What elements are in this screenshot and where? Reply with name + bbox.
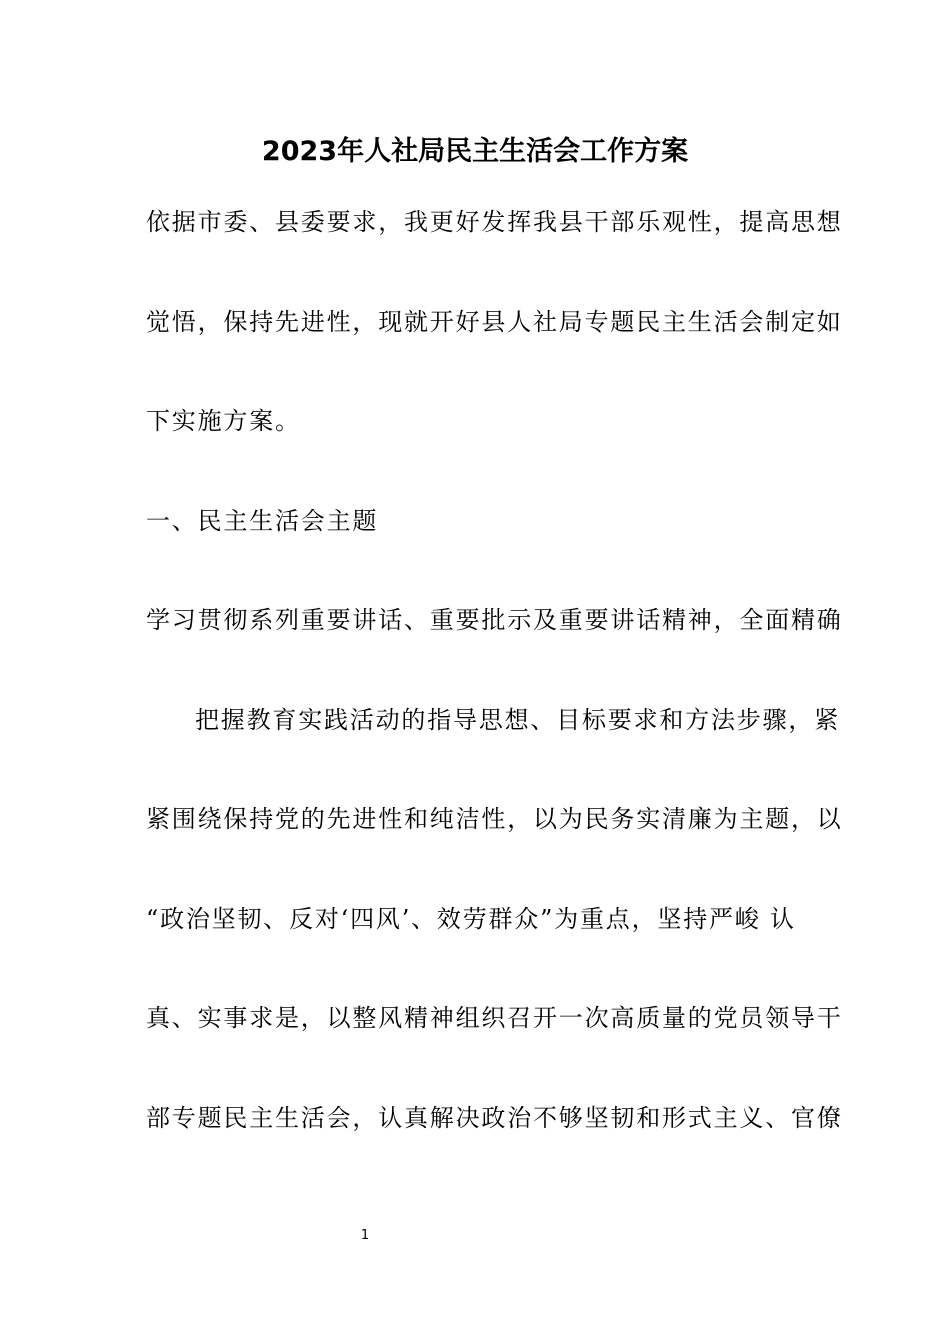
paragraph-line: 依据市委、县委要求，我更好发挥我县干部乐观性，提高思想	[146, 208, 843, 236]
paragraph-line: 真、实事求是，以整风精神组织召开一次高质量的党员领导干	[146, 1004, 843, 1032]
paragraph-line: 觉悟，保持先进性，现就开好县人社局专题民主生活会制定如	[146, 308, 843, 336]
paragraph-line: 下实施方案。	[146, 407, 301, 435]
paragraph-line: 部专题民主生活会，认真解决政治不够坚韧和形式主义、官僚	[146, 1104, 843, 1132]
paragraph-line: 紧围绕保持党的先进性和纯洁性，以为民务实清廉为主题，以	[146, 805, 843, 833]
document-title: 2023年人社局民主生活会工作方案	[261, 136, 689, 167]
section-heading: 一、民主生活会主题	[146, 507, 379, 535]
page-number: 1	[360, 1228, 370, 1243]
paragraph-line: “政治坚韧、反对‘四风’、效劳群众”为重点，坚持严峻 认	[146, 905, 796, 933]
paragraph-line: 学习贯彻系列重要讲话、重要批示及重要讲话精神，全面精确	[146, 606, 843, 634]
paragraph-line: 把握教育实践活动的指导思想、目标要求和方法步骤，紧	[195, 706, 840, 734]
